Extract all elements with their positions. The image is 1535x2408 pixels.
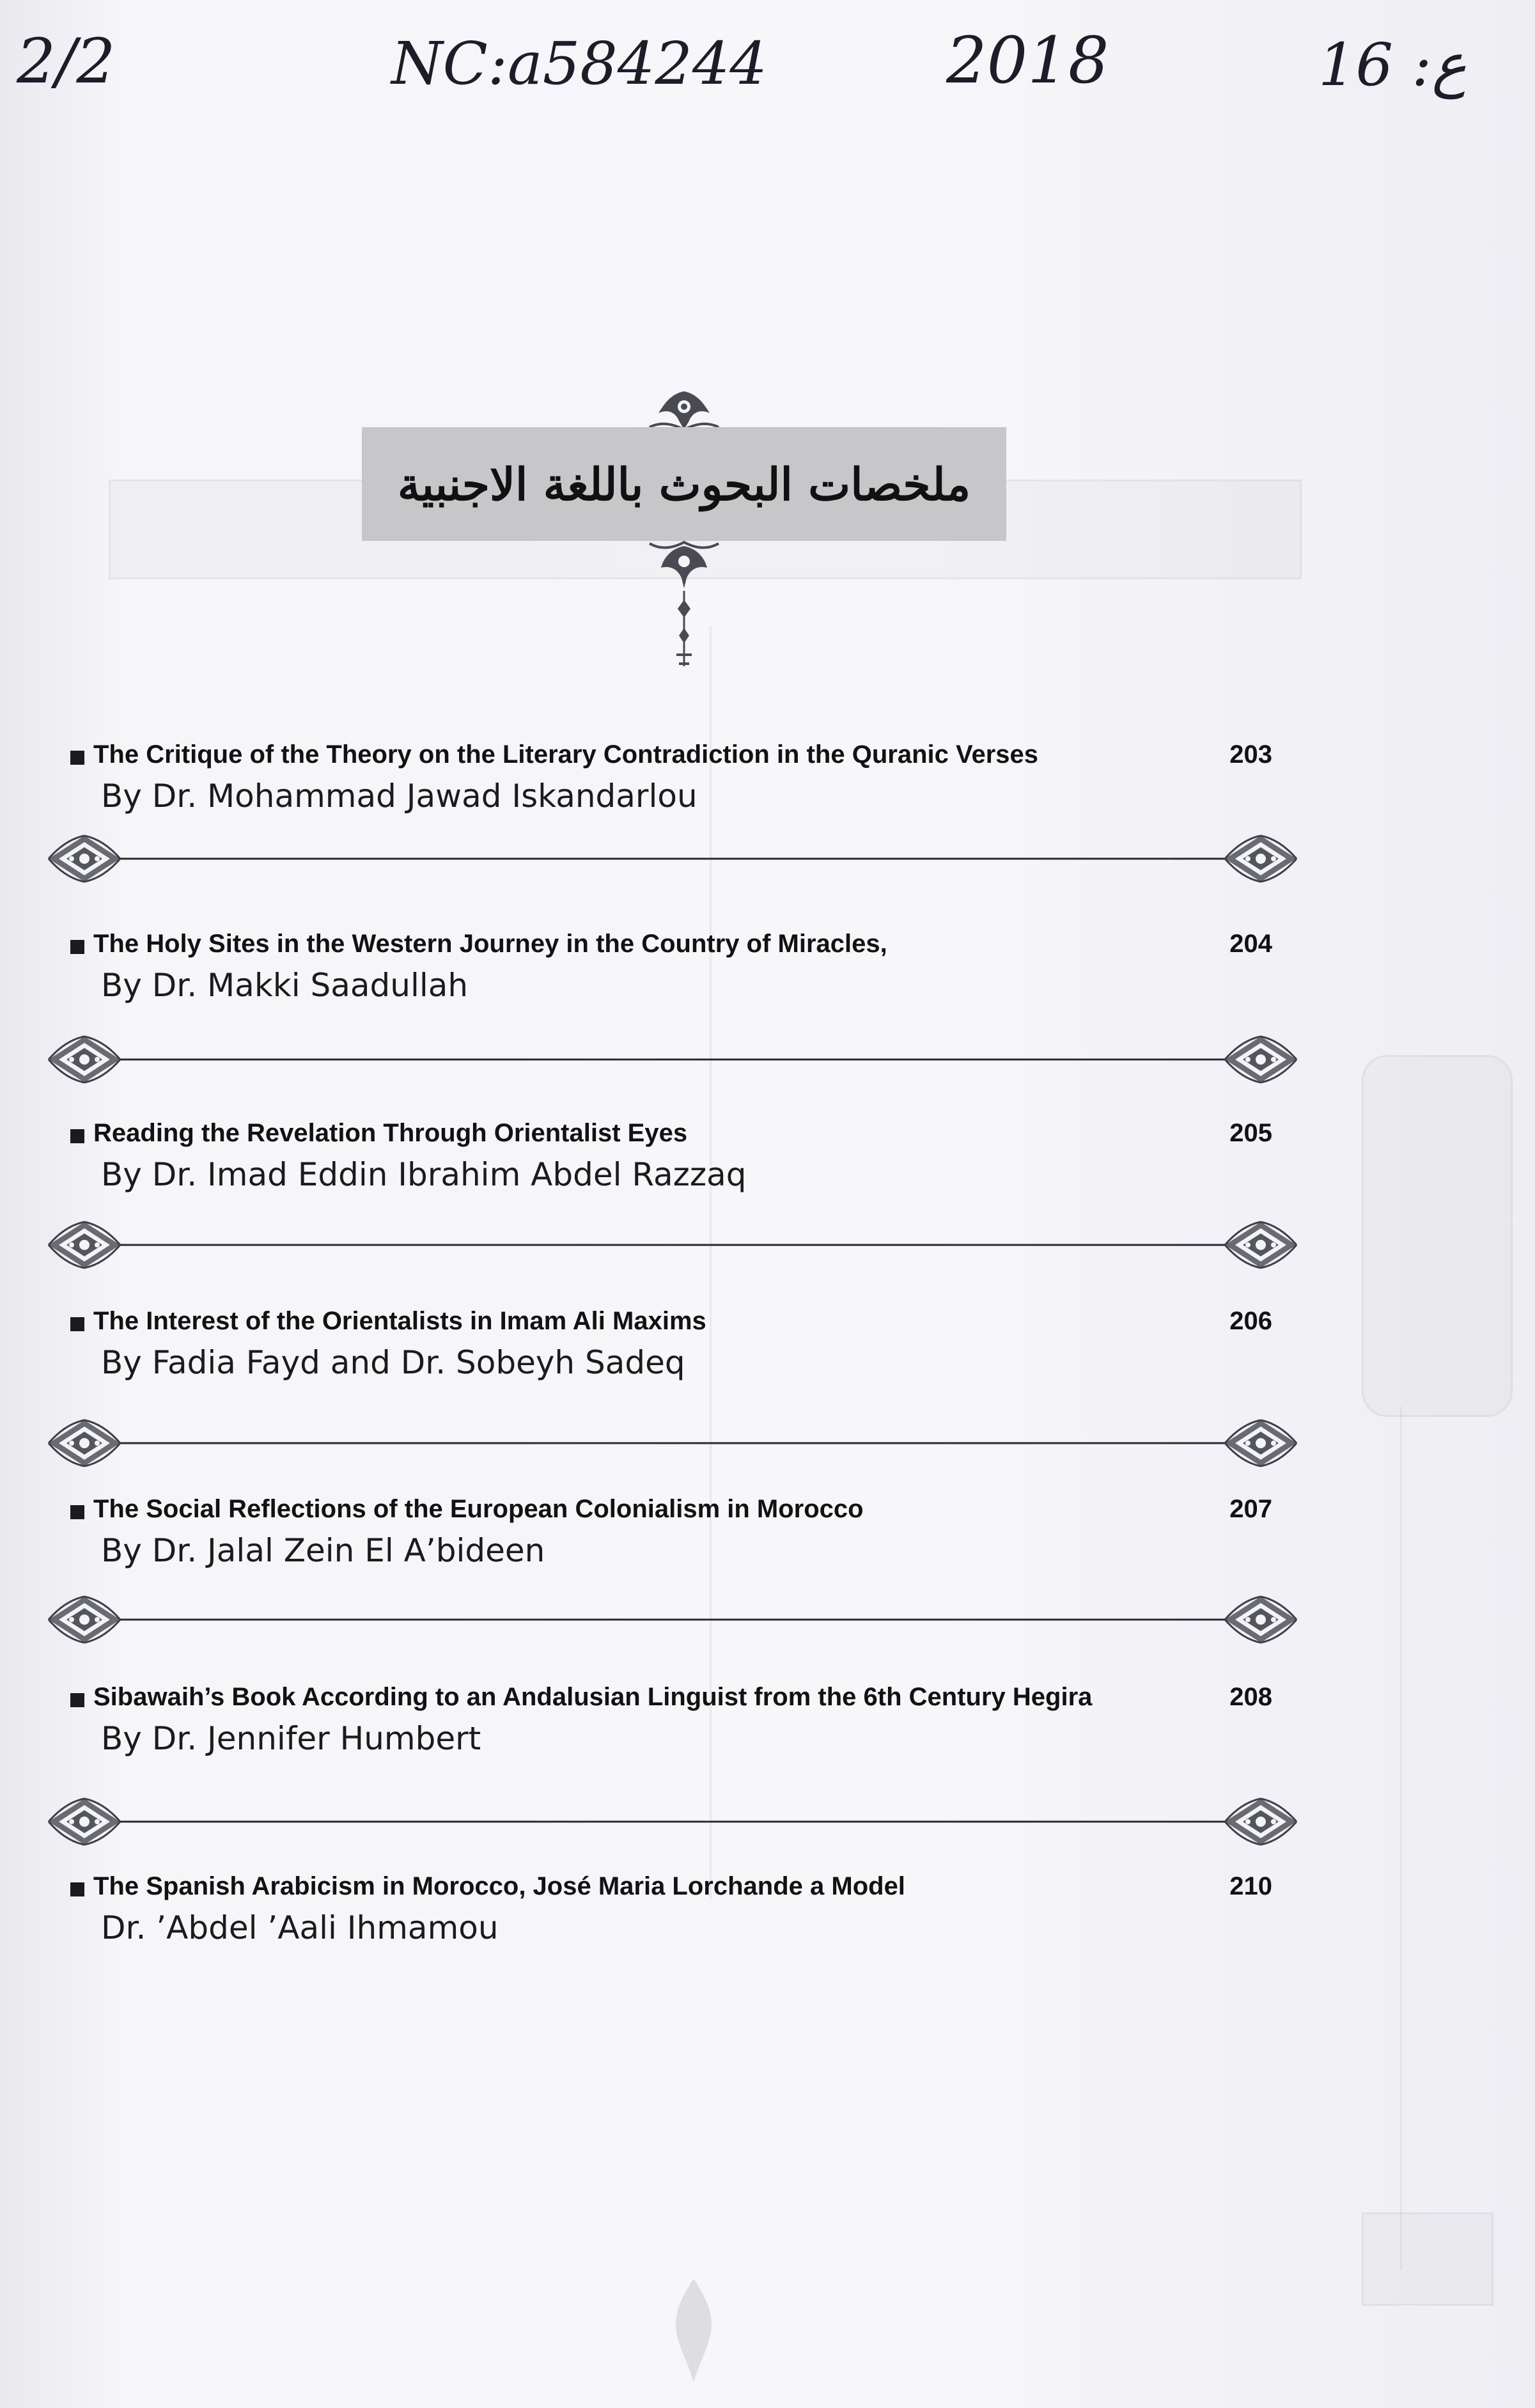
entry-title[interactable]: The Holy Sites in the Western Journey in the Country of Miracles,	[93, 930, 887, 958]
entry-author: By Dr. Jennifer Humbert	[101, 1720, 481, 1757]
bullet-square-icon	[70, 940, 84, 954]
ornamental-divider	[46, 1591, 1299, 1648]
ornamental-divider	[46, 1216, 1299, 1274]
ornamental-divider	[46, 1031, 1299, 1088]
bleed-through-bottom-ornament-icon	[665, 2276, 722, 2385]
entry-title[interactable]: The Spanish Arabicism in Morocco, José Maria Lorchande a Model	[93, 1872, 905, 1900]
entry-page-number: 204	[1229, 930, 1272, 958]
entry-author: By Dr. Imad Eddin Ibrahim Abdel Razzaq	[101, 1156, 747, 1193]
entry-author: Dr. ’Abdel ’Aali Ihmamou	[101, 1909, 499, 1946]
section-title: ملخصات البحوث باللغة الاجنبية	[397, 457, 971, 511]
entry-title[interactable]: The Social Reflections of the European Colonialism in Morocco	[93, 1495, 864, 1523]
ornamental-divider	[46, 1414, 1299, 1472]
toc-entry[interactable]	[70, 1119, 1272, 1193]
entry-title[interactable]: The Critique of the Theory on the Literary Contradiction in the Quranic Verses	[93, 740, 1039, 769]
bullet-square-icon	[70, 1129, 84, 1143]
section-title-banner	[362, 427, 1006, 541]
bleed-through-page-box	[1362, 2212, 1493, 2306]
entry-page-number: 208	[1229, 1683, 1272, 1711]
bullet-square-icon	[70, 1693, 84, 1707]
toc-entry[interactable]	[70, 1307, 1272, 1381]
entry-author: By Dr. Jalal Zein El A’bideen	[101, 1532, 545, 1569]
ornamental-divider	[46, 1793, 1299, 1850]
handwritten-year: 2018	[946, 23, 1109, 98]
entry-author: By Dr. Mohammad Jawad Iskandarlou	[101, 778, 697, 815]
bullet-square-icon	[70, 1317, 84, 1331]
toc-entry[interactable]	[70, 740, 1272, 815]
toc-entry[interactable]	[70, 1683, 1272, 1757]
entry-page-number: 206	[1229, 1307, 1272, 1335]
entry-author: By Dr. Makki Saadullah	[101, 967, 469, 1004]
bullet-square-icon	[70, 1882, 84, 1896]
entry-page-number: 205	[1229, 1119, 1272, 1147]
entry-page-number: 207	[1229, 1495, 1272, 1523]
bleed-through-side-ornament	[1362, 1055, 1513, 1417]
entry-page-number: 210	[1229, 1872, 1272, 1900]
ornamental-divider	[46, 830, 1299, 887]
entry-author: By Fadia Fayd and Dr. Sobeyh Sadeq	[101, 1344, 685, 1381]
entry-title[interactable]: Reading the Revelation Through Orientalist Eyes	[93, 1119, 688, 1147]
toc-entry[interactable]	[70, 1495, 1272, 1569]
toc-entry[interactable]	[70, 1872, 1272, 1946]
handwritten-page-fraction: 2/2	[17, 26, 116, 97]
entry-title[interactable]: Sibawaih’s Book According to an Andalusian Linguist from the 6th Century Hegira	[93, 1683, 1093, 1711]
bleed-through-margin-rule	[1400, 1407, 1402, 2270]
bullet-square-icon	[70, 751, 84, 765]
entry-page-number: 203	[1229, 740, 1272, 769]
entry-title[interactable]: The Interest of the Orientalists in Imam Ali Maxims	[93, 1307, 706, 1335]
toc-entry[interactable]	[70, 930, 1272, 1004]
handwritten-call-number: NC:a584244	[391, 29, 767, 98]
handwritten-issue: 16 :ع	[1318, 31, 1467, 99]
bullet-square-icon	[70, 1505, 84, 1519]
bottom-ornament-icon	[646, 538, 722, 673]
